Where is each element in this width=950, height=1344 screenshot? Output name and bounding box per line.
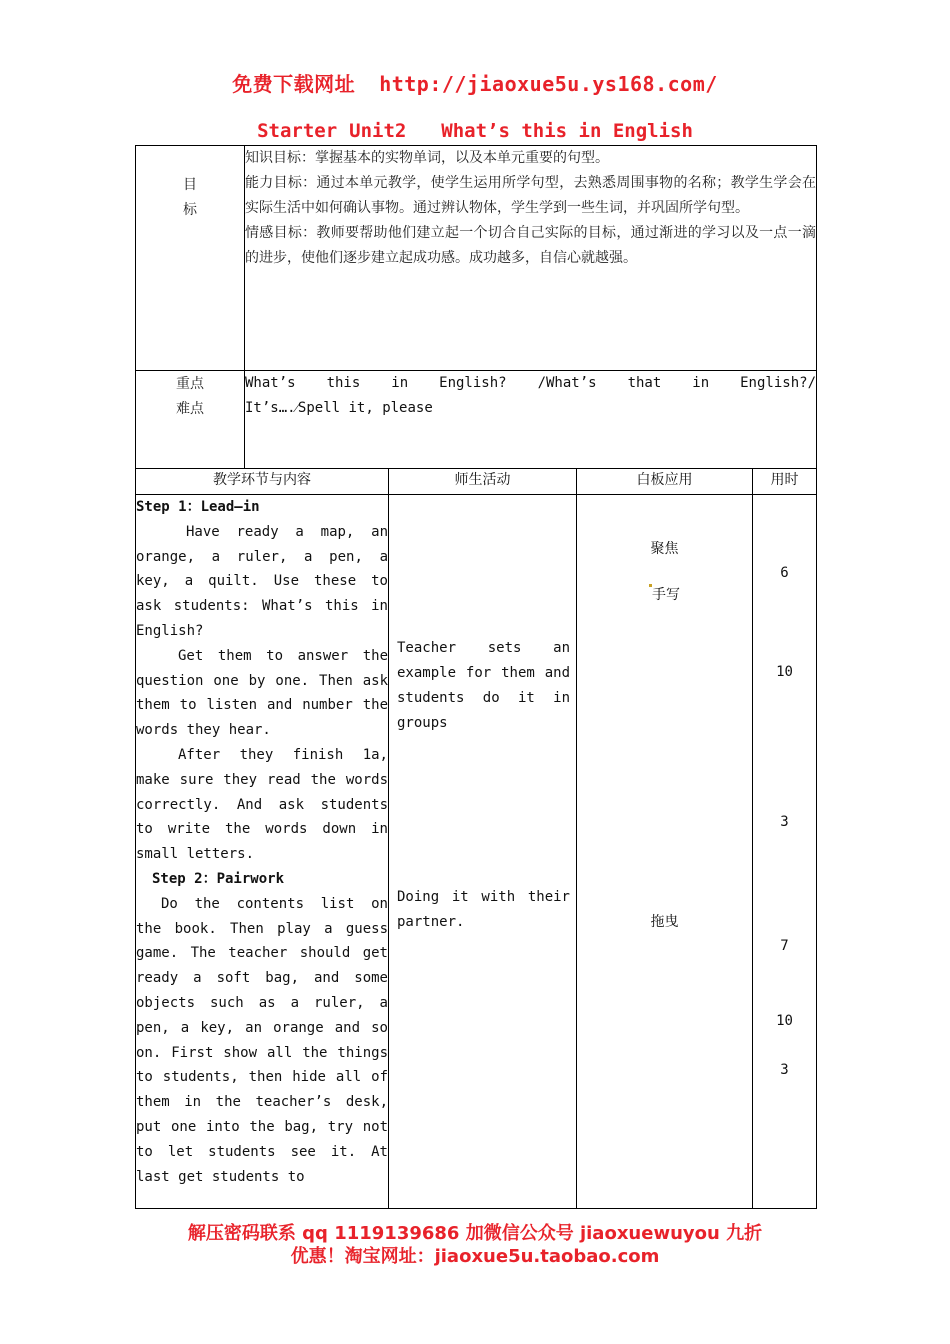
step1-paragraph-2: Get them to answer the question one by one. Then ask them to listen and number the words they hear. (136, 647, 388, 739)
step1-paragraph-3: After they finish 1a, make sure they read the words correctly. And ask students to write the words down in small letters. (136, 746, 388, 863)
goals-label: 目 标 (136, 146, 245, 371)
activities-cell (389, 495, 577, 1209)
time-value: 6 (780, 565, 789, 581)
emotion-goal: 情感目标：教师要帮助他们建立起一个切合自己实际的目标，通过渐进的学习以及一点一滴的进步，使他们逐步建立起成功感。成功越多，自信心就越强。 (245, 225, 816, 266)
step1-paragraph-1: Have ready a map, an orange, a ruler, a pen, a key, a quilt. Use these to ask students: What’s this in English? (136, 523, 388, 639)
lesson-title (0, 120, 950, 142)
step2-paragraph-1: Do the contents list on the book. Then play a guess game. The teacher should get ready a soft bag, and some objects such as a ruler, a pen, a key, an orange and so on. First show all the things to students, then hide all of them in the teacher’s desk, put one into the bag, try not to let students see it. At last get students to (136, 895, 388, 1185)
footer-line-1: 解压密码联系 qq 1119139686 加微信公众号 jiaoxuewuyou 九折 (187, 1223, 763, 1244)
goals-content (245, 146, 817, 371)
board-handwriting: 手写 (577, 584, 752, 604)
lesson-plan-table (135, 145, 817, 1209)
key-points-label: 重点 难点 (136, 371, 245, 469)
time-cell (753, 495, 817, 1209)
table-header-row (136, 469, 817, 495)
step1-title: Step 1：Lead—in (136, 499, 260, 515)
site-label: 免费下载网址 (232, 72, 356, 96)
step2-title: Step 2：Pairwork (152, 870, 285, 887)
title-topic: What’s this in English (441, 120, 693, 142)
title-starter: Starter (257, 120, 338, 142)
header-activity: 师生活动 (389, 469, 577, 495)
steps-row (136, 495, 817, 1209)
key-points-content: What’s this in English? /What’s that in English?/ It’s….⁄Spell it, please (245, 371, 817, 469)
time-value: 3 (780, 814, 789, 830)
title-unit: Unit2 (349, 120, 407, 142)
footer-line-2: 优惠！淘宝网址：jiaoxue5u.taobao.com (290, 1246, 660, 1267)
header-content: 教学环节与内容 (136, 469, 389, 495)
board-cell (577, 495, 753, 1209)
time-value: 10 (776, 1013, 793, 1029)
time-value: 3 (780, 1062, 789, 1078)
key-points-row (136, 371, 817, 469)
knowledge-goal: 知识目标：掌握基本的实物单词，以及本单元重要的句型。 (245, 150, 609, 166)
board-focus: 聚焦 (650, 541, 679, 557)
goals-row (136, 146, 817, 371)
header-download-line (0, 68, 950, 97)
activity-1: Teacher sets an example for them and students do it in groups (397, 640, 570, 731)
header-board: 白板应用 (577, 469, 753, 495)
header-time: 用时 (753, 469, 817, 495)
steps-content (136, 495, 389, 1209)
board-drag: 拖曳 (650, 914, 679, 930)
time-value: 7 (780, 938, 789, 954)
activity-2: Doing it with their partner. (397, 889, 570, 930)
ability-goal: 能力目标：通过本单元教学，使学生运用所学句型，去熟悉周围事物的名称；教学生学会在实际生活中如何确认事物。通过辨认物体，学生学到一些生词，并巩固所学句型。 (245, 175, 816, 216)
site-url-link[interactable]: http://jiaoxue5u.ys168.com/ (379, 72, 718, 96)
time-value: 10 (776, 664, 793, 680)
